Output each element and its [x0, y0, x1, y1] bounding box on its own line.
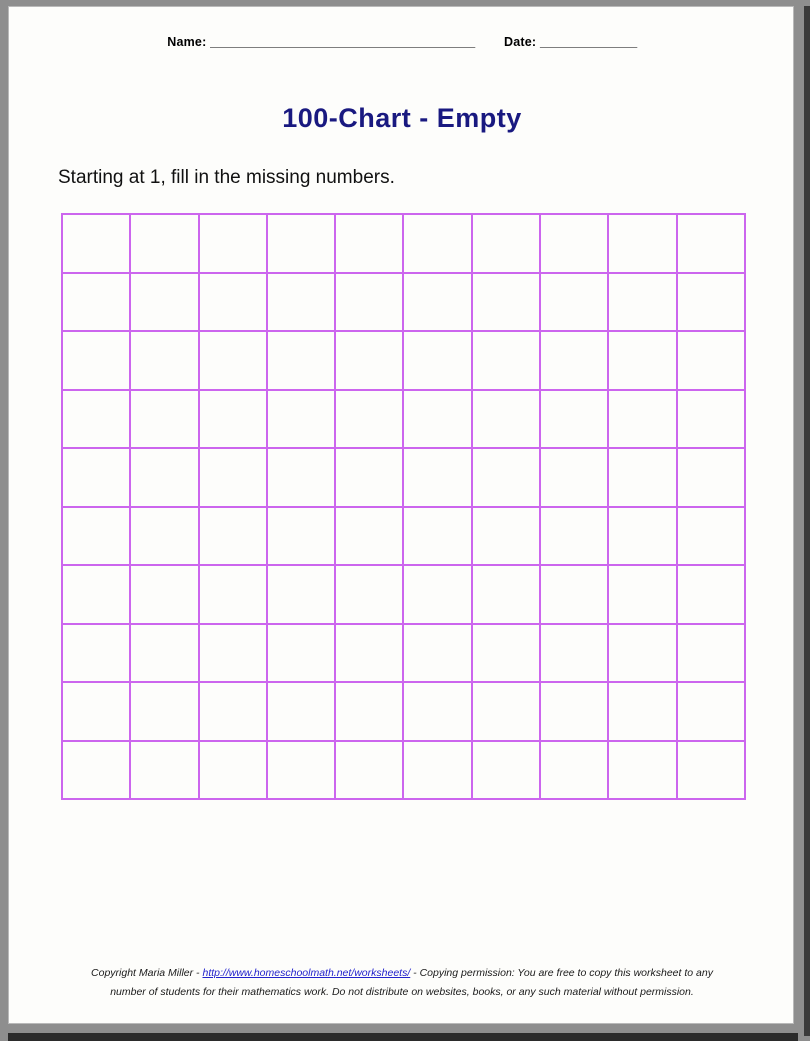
grid-cell[interactable]	[335, 390, 403, 449]
footer-line-2: number of students for their mathematics work. Do not distribute on websites, books, or any such material without permission.	[110, 985, 694, 998]
grid-cell[interactable]	[403, 214, 471, 273]
grid-cell[interactable]	[472, 507, 540, 566]
page-title: 100-Chart - Empty	[282, 103, 522, 133]
grid-cell[interactable]	[608, 331, 676, 390]
table-row	[62, 273, 745, 332]
instruction-text: Starting at 1, fill in the missing numbers.	[58, 167, 395, 188]
grid-cell[interactable]	[130, 741, 198, 800]
grid-cell[interactable]	[199, 682, 267, 741]
grid-cell[interactable]	[403, 331, 471, 390]
grid-cell[interactable]	[199, 331, 267, 390]
grid-cell[interactable]	[677, 624, 745, 683]
grid-cell[interactable]	[199, 390, 267, 449]
grid-cell[interactable]	[267, 331, 335, 390]
grid-cell[interactable]	[335, 624, 403, 683]
footer-copyright-text: Copyright Maria Miller -	[91, 967, 203, 980]
grid-cell[interactable]	[62, 273, 130, 332]
grid-cell[interactable]	[199, 448, 267, 507]
grid-cell[interactable]	[472, 448, 540, 507]
grid-cell[interactable]	[62, 741, 130, 800]
table-row	[62, 741, 745, 800]
worksheets-link[interactable]: http://www.homeschoolmath.net/worksheets/	[202, 967, 411, 980]
grid-cell[interactable]	[540, 448, 608, 507]
grid-cell[interactable]	[62, 448, 130, 507]
grid-cell[interactable]	[677, 741, 745, 800]
grid-cell[interactable]	[472, 214, 540, 273]
grid-cell[interactable]	[472, 682, 540, 741]
date-label: Date:	[504, 35, 537, 49]
grid-body	[62, 214, 745, 799]
grid-cell[interactable]	[608, 448, 676, 507]
grid-cell[interactable]	[472, 741, 540, 800]
footer-permission-text: - Copying permission: You are free to copy this worksheet to any	[410, 967, 713, 980]
grid-cell[interactable]	[130, 682, 198, 741]
table-row	[62, 624, 745, 683]
grid-cell[interactable]	[403, 273, 471, 332]
grid-cell[interactable]	[130, 624, 198, 683]
table-row	[62, 331, 745, 390]
grid-cell[interactable]	[130, 214, 198, 273]
table-row	[62, 214, 745, 273]
grid-cell[interactable]	[199, 214, 267, 273]
grid-cell[interactable]	[540, 682, 608, 741]
grid-cell[interactable]	[335, 273, 403, 332]
grid-cell[interactable]	[540, 214, 608, 273]
grid-cell[interactable]	[267, 741, 335, 800]
grid-cell[interactable]	[267, 624, 335, 683]
grid-cell[interactable]	[540, 390, 608, 449]
grid-cell[interactable]	[62, 390, 130, 449]
grid-cell[interactable]	[403, 448, 471, 507]
name-date-row	[9, 35, 795, 49]
grid-cell[interactable]	[62, 331, 130, 390]
grid-cell[interactable]	[677, 448, 745, 507]
grid-cell[interactable]	[540, 624, 608, 683]
grid-cell[interactable]	[267, 682, 335, 741]
grid-cell[interactable]	[199, 565, 267, 624]
copyright-footer	[9, 964, 795, 1001]
grid-cell[interactable]	[608, 390, 676, 449]
grid-cell[interactable]	[267, 507, 335, 566]
grid-cell[interactable]	[267, 448, 335, 507]
grid-cell[interactable]	[199, 741, 267, 800]
grid-cell[interactable]	[335, 741, 403, 800]
grid-cell[interactable]	[130, 507, 198, 566]
grid-cell[interactable]	[472, 390, 540, 449]
grid-cell[interactable]	[62, 507, 130, 566]
worksheet-page	[8, 6, 794, 1024]
grid-cell[interactable]	[403, 741, 471, 800]
grid-cell[interactable]	[540, 507, 608, 566]
name-write-line[interactable]: _________________________________________	[210, 35, 475, 49]
table-row	[62, 507, 745, 566]
grid-cell[interactable]	[540, 565, 608, 624]
grid-cell[interactable]	[608, 273, 676, 332]
grid-cell[interactable]	[677, 507, 745, 566]
grid-cell[interactable]	[335, 507, 403, 566]
name-label: Name:	[167, 35, 207, 49]
grid-cell[interactable]	[608, 624, 676, 683]
grid-cell[interactable]	[677, 390, 745, 449]
grid-cell[interactable]	[130, 273, 198, 332]
grid-cell[interactable]	[62, 682, 130, 741]
page-edge-bottom	[8, 1033, 798, 1041]
grid-cell[interactable]	[677, 214, 745, 273]
grid-cell[interactable]	[540, 331, 608, 390]
grid-cell[interactable]	[608, 565, 676, 624]
grid-cell[interactable]	[62, 624, 130, 683]
hundred-chart-grid	[61, 213, 746, 800]
grid-cell[interactable]	[335, 331, 403, 390]
grid-cell[interactable]	[267, 565, 335, 624]
grid-cell[interactable]	[677, 331, 745, 390]
grid-cell[interactable]	[608, 214, 676, 273]
table-row	[62, 565, 745, 624]
grid-cell[interactable]	[608, 507, 676, 566]
grid-cell[interactable]	[403, 507, 471, 566]
grid-cell[interactable]	[677, 273, 745, 332]
grid-cell[interactable]	[472, 273, 540, 332]
grid-cell[interactable]	[130, 448, 198, 507]
grid-cell[interactable]	[130, 390, 198, 449]
grid-cell[interactable]	[335, 565, 403, 624]
grid-cell[interactable]	[403, 682, 471, 741]
grid-cell[interactable]	[540, 741, 608, 800]
grid-cell[interactable]	[403, 565, 471, 624]
grid-cell[interactable]	[199, 507, 267, 566]
grid-cell[interactable]	[199, 273, 267, 332]
grid-cell[interactable]	[199, 624, 267, 683]
grid-cell[interactable]	[130, 331, 198, 390]
grid-cell[interactable]	[403, 624, 471, 683]
grid-cell[interactable]	[472, 331, 540, 390]
grid-cell[interactable]	[677, 565, 745, 624]
grid-cell[interactable]	[335, 214, 403, 273]
table-row	[62, 390, 745, 449]
grid-cell[interactable]	[62, 565, 130, 624]
grid-cell[interactable]	[267, 273, 335, 332]
date-write-line[interactable]: _______________	[539, 35, 637, 49]
grid-cell[interactable]	[472, 624, 540, 683]
grid-cell[interactable]	[608, 741, 676, 800]
grid-cell[interactable]	[267, 390, 335, 449]
table-row	[62, 682, 745, 741]
grid-cell[interactable]	[472, 565, 540, 624]
footer-line-1	[9, 964, 795, 982]
grid-cell[interactable]	[130, 565, 198, 624]
grid-cell[interactable]	[608, 682, 676, 741]
grid-cell[interactable]	[540, 273, 608, 332]
grid-cell[interactable]	[335, 448, 403, 507]
grid-cell[interactable]	[403, 390, 471, 449]
page-edge-right	[804, 6, 810, 1036]
grid-cell[interactable]	[62, 214, 130, 273]
grid-cell[interactable]	[267, 214, 335, 273]
grid-cell[interactable]	[677, 682, 745, 741]
table-row	[62, 448, 745, 507]
grid-cell[interactable]	[335, 682, 403, 741]
